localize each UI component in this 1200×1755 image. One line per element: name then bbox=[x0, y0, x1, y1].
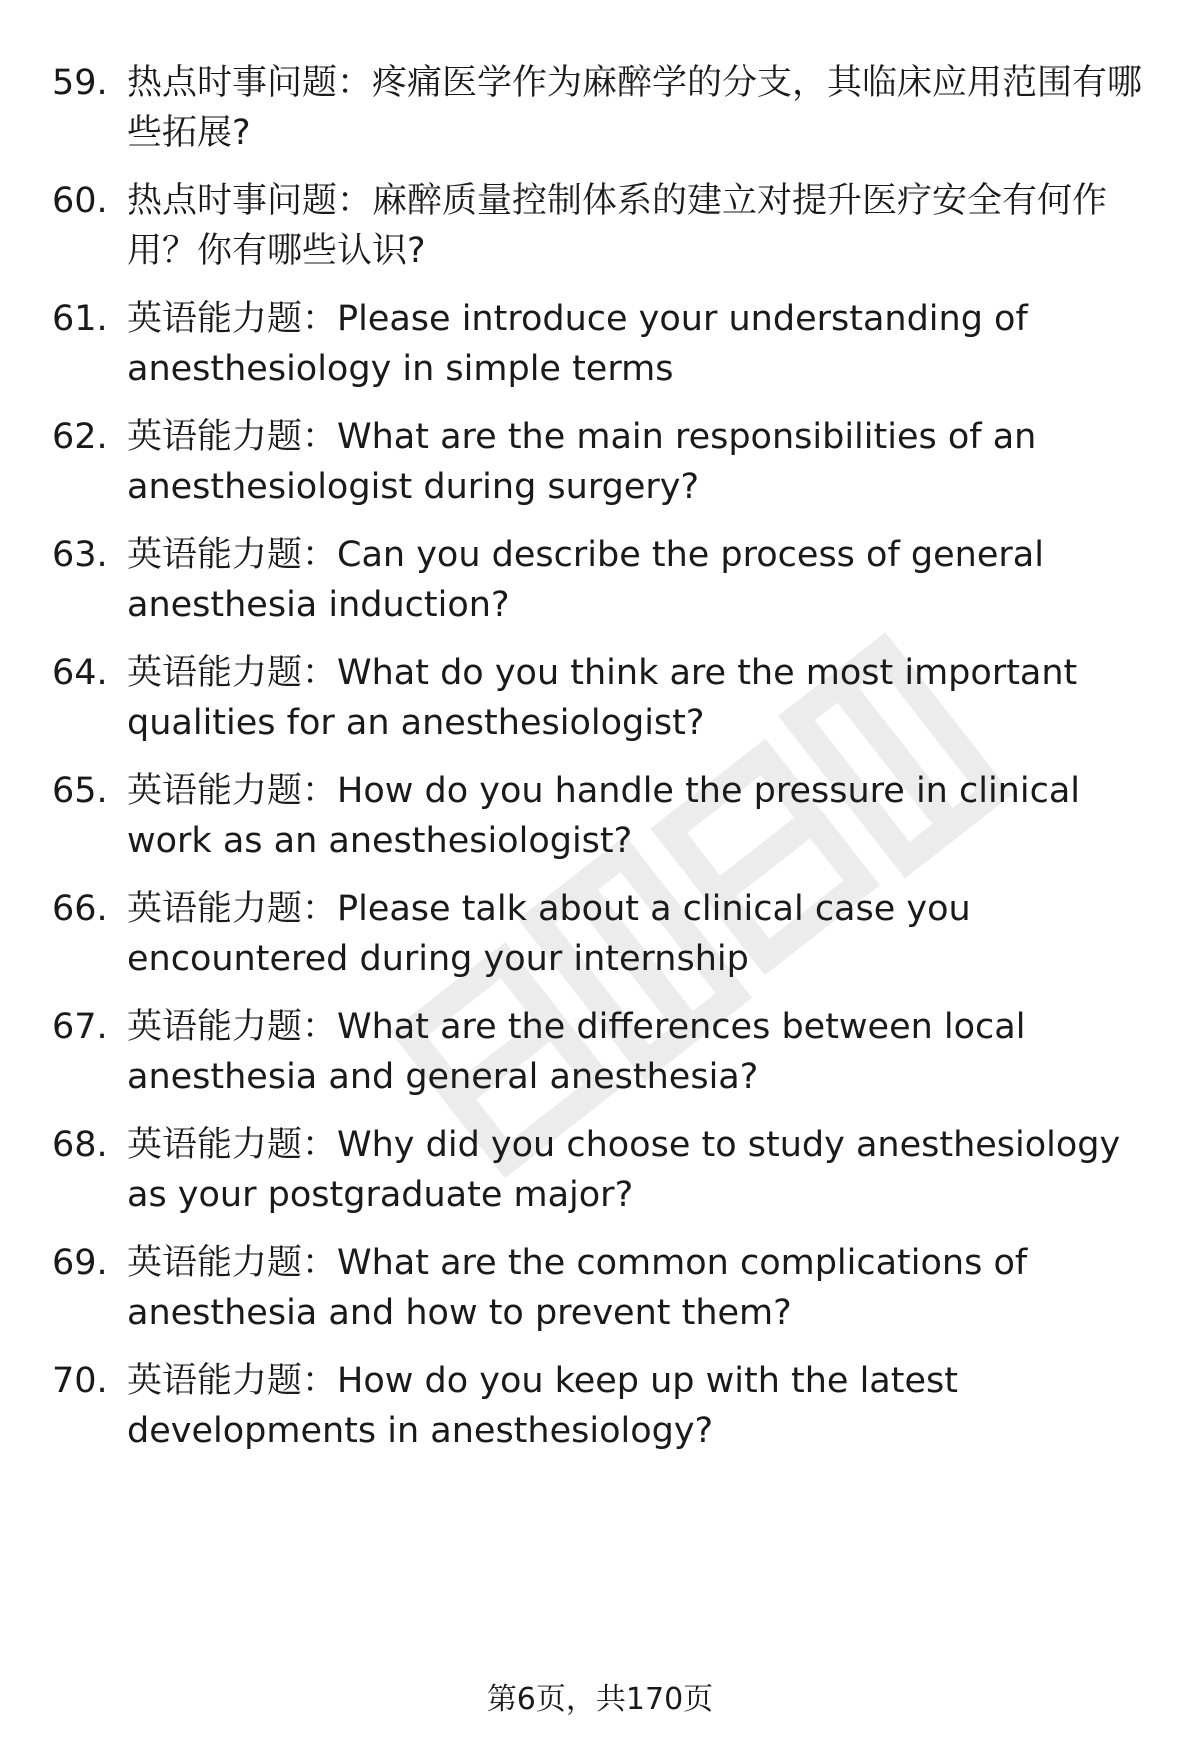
question-number: 67. bbox=[52, 1007, 108, 1047]
question-text: 英语能力题：How do you keep up with the latest developments in anesthesiology? bbox=[127, 1361, 958, 1451]
question-number: 65. bbox=[52, 771, 108, 811]
question-item bbox=[52, 766, 1162, 866]
question-item bbox=[52, 530, 1162, 630]
question-text: 英语能力题：Please introduce your understanding of anesthesiology in simple terms bbox=[127, 299, 1028, 389]
question-item bbox=[52, 648, 1162, 748]
question-text: 英语能力题：Can you describe the process of general anesthesia induction? bbox=[127, 535, 1044, 625]
question-number: 66. bbox=[52, 889, 108, 929]
question-text: 英语能力题：What are the common complications of anesthesia and how to prevent them? bbox=[127, 1243, 1028, 1333]
question-number: 68. bbox=[52, 1125, 108, 1165]
question-number: 61. bbox=[52, 299, 108, 339]
question-item bbox=[52, 1002, 1162, 1102]
question-number: 62. bbox=[52, 417, 108, 457]
question-number: 60. bbox=[52, 181, 108, 221]
question-item bbox=[52, 294, 1162, 394]
question-text: 英语能力题：What do you think are the most important qualities for an anesthesiologist? bbox=[127, 653, 1078, 743]
page-number-footer: 第6页，共170页 bbox=[486, 1682, 714, 1717]
question-item bbox=[52, 1356, 1162, 1456]
question-number: 70. bbox=[52, 1361, 108, 1401]
question-text: 英语能力题：Please talk about a clinical case you encountered during your internship bbox=[127, 889, 971, 979]
question-item bbox=[52, 884, 1162, 984]
question-item bbox=[52, 58, 1162, 158]
question-text: 英语能力题：What are the differences between local anesthesia and general anesthesia? bbox=[127, 1007, 1026, 1097]
question-number: 69. bbox=[52, 1243, 108, 1283]
question-item bbox=[52, 1120, 1162, 1220]
question-text: 英语能力题：What are the main responsibilities of an anesthesiologist during surgery? bbox=[127, 417, 1037, 507]
question-item bbox=[52, 412, 1162, 512]
question-text: 英语能力题：Why did you choose to study anesthesiology as your postgraduate major? bbox=[127, 1125, 1121, 1215]
question-number: 64. bbox=[52, 653, 108, 693]
question-number: 63. bbox=[52, 535, 108, 575]
question-item bbox=[52, 176, 1162, 276]
question-text: 热点时事问题：麻醉质量控制体系的建立对提升医疗安全有何作用？你有哪些认识? bbox=[127, 181, 1108, 271]
question-text: 热点时事问题：疼痛医学作为麻醉学的分支，其临床应用范围有哪些拓展? bbox=[127, 63, 1143, 153]
question-text: 英语能力题：How do you handle the pressure in clinical work as an anesthesiologist? bbox=[127, 771, 1080, 861]
question-item bbox=[52, 1238, 1162, 1338]
question-number: 59. bbox=[52, 63, 108, 103]
